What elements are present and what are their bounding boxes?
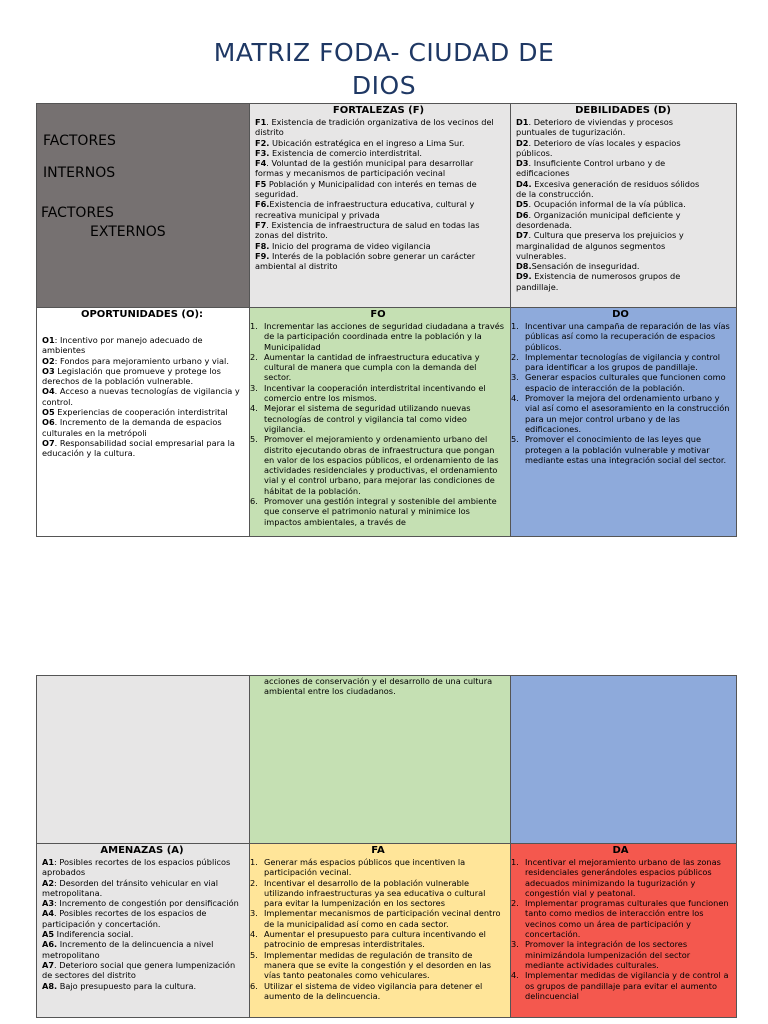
item-code: F6. [255, 199, 270, 210]
list-item [255, 148, 502, 158]
item-text: Excesiva generación de residuos sólidos de la construcción. [516, 178, 700, 200]
oportunidades-header: OPORTUNIDADES (O): [80, 309, 204, 320]
item-text: Promover el conocimiento de las leyes que protegen a la población vulnerable y motivar mediante estas una integración social del sector. [525, 434, 727, 465]
list-item [511, 372, 730, 393]
item-text: . Voluntad de la gestión municipal para desarrollar formas y mecanismos de participación vecinal [255, 158, 474, 179]
list-item [250, 403, 506, 434]
item-code: O3 [42, 365, 55, 376]
list-item [255, 158, 502, 179]
item-text: . Ocupación informal de la vía pública. [528, 199, 686, 210]
item-code: O4 [42, 386, 55, 397]
list-item [250, 878, 506, 909]
item-text: Implementar programas culturales que funcionen tanto como medios de interacción entre los vecinos como un área de participación y concertación. [525, 898, 729, 940]
debilidades-cell [510, 103, 737, 308]
list-item [516, 117, 710, 138]
item-number: 6. [250, 980, 258, 991]
list-item [511, 857, 730, 898]
fa-list [250, 857, 506, 1001]
factores-internos-2: INTERNOS [43, 165, 116, 181]
list-item [511, 352, 730, 373]
do-header: DO [612, 309, 629, 320]
list-item [516, 271, 710, 292]
list-item [42, 898, 242, 908]
item-text: Existencia de numerosos grupos de pandillaje. [516, 271, 681, 292]
item-number: 1. [511, 321, 519, 331]
item-text: Aumentar la cantidad de infraestructura educativa y cultural de manera que cumpla con la demanda del sector. [264, 351, 480, 383]
list-item [255, 117, 502, 138]
list-item [42, 878, 242, 899]
list-item [255, 199, 502, 220]
item-text: Implementar medidas de regulación de transito de manera que se evite la congestión y el desorden en las vías tanto peatonales como vehiculares. [264, 949, 492, 981]
list-item [255, 251, 502, 272]
item-text: Mejorar el sistema de seguridad utilizando nuevas tecnologías de control y vigilancia tal como video vigilancia. [264, 403, 471, 434]
item-number: 5. [250, 949, 258, 960]
list-item [42, 981, 242, 991]
item-text: : Posibles recortes de los espacios públicos aprobados [42, 857, 231, 878]
item-code: F8. [255, 240, 270, 251]
amenazas-header: AMENAZAS (A) [100, 845, 184, 856]
item-text: Promover la integración de los sectores minimizándola lumpenización del sector mediante actividades culturales. [525, 939, 691, 970]
item-text: Implementar mecanismos de participación vecinal dentro de la municipalidad así como en cada sector. [264, 908, 501, 929]
item-number: 2. [250, 877, 258, 888]
item-number: 4. [511, 970, 519, 981]
item-code: O2 [42, 355, 55, 366]
debilidades-list [516, 117, 730, 292]
item-text: Incentivar la cooperación interdistrital incentivando el comercio entre los mismos. [264, 382, 486, 404]
item-text: Indiferencia social. [54, 929, 134, 940]
factores-internos-1: FACTORES [43, 133, 116, 149]
item-text: Incentivar una campaña de reparación de las vías públicas así como la recuperación de espacios públicos. [525, 321, 730, 352]
list-item [42, 438, 242, 459]
item-number: 1. [511, 857, 519, 867]
list-item [511, 939, 730, 970]
list-item [42, 335, 242, 356]
list-item [255, 241, 502, 251]
item-text: Aumentar el presupuesto para cultura incentivando el patrocinio de empresas interdistritales. [264, 929, 486, 950]
page-title [0, 36, 768, 102]
item-code: F2. [255, 137, 270, 148]
item-code: D4. [516, 178, 532, 189]
list-item [42, 417, 242, 438]
factores-externos-1: FACTORES [41, 205, 114, 221]
item-code: O7 [42, 437, 55, 448]
fa-cell [249, 843, 511, 1018]
fortalezas-header: FORTALEZAS (F) [332, 105, 425, 116]
item-text: Bajo presupuesto para la cultura. [57, 980, 197, 991]
list-item [42, 857, 242, 878]
continuation-fo-cell [249, 675, 511, 844]
item-text: Inicio del programa de video vigilancia [269, 240, 431, 251]
item-text: . Cultura que preserva los prejuicios y marginalidad de algunos segmentos vulnerables. [516, 230, 684, 261]
list-item [516, 230, 710, 261]
fortalezas-cell [249, 103, 511, 308]
list-item [42, 960, 242, 981]
item-code: A7 [42, 959, 55, 970]
item-code: O6 [42, 417, 55, 428]
item-text: . Incremento de la demanda de espacios culturales en la metrópoli [42, 417, 222, 438]
item-code: D5 [516, 199, 529, 210]
do-cell [510, 307, 737, 537]
continuation-left-cell [36, 675, 250, 844]
item-number: 3. [511, 939, 519, 950]
list-item [511, 393, 730, 434]
fa-header: FA [371, 845, 385, 856]
list-item [42, 386, 242, 407]
list-item [250, 352, 506, 383]
factores-cell [36, 103, 250, 308]
list-item [255, 220, 502, 241]
item-text: Incremento de la delincuencia a nivel metropolitano [42, 939, 214, 960]
item-code: F1 [255, 117, 267, 127]
da-list [511, 857, 730, 1001]
item-code: F5 [255, 178, 267, 189]
item-number: 5. [511, 434, 519, 445]
item-text: : Desorden del tránsito vehicular en vial metropolitana. [42, 877, 219, 898]
list-item [516, 261, 710, 271]
item-number: 3. [250, 908, 258, 919]
item-code: D3 [516, 158, 529, 169]
item-text: . Posibles recortes de los espacios de participación y concertación. [42, 908, 207, 929]
list-item [250, 929, 506, 950]
item-text: Promover la mejora del ordenamiento urbano y vial así como el asesoramiento en la construcción para un mejor control urbano y de las edificaciones. [525, 393, 730, 434]
list-item [42, 407, 242, 417]
item-text: Existencia de infraestructura educativa, cultural y recreativa municipal y privada [255, 199, 475, 220]
item-text: Incentivar el mejoramiento urbano de las zonas residenciales generándoles espacios públicos adecuados minimizando la tugurización y congestión vial y peatonal. [525, 857, 721, 898]
list-item [255, 179, 502, 200]
list-item [250, 434, 506, 496]
item-text: Promover el mejoramiento y ordenamiento urbano del distrito ejecutando obras de infraestructura que pongan en valor de los espacios públicos, el ordenamiento de las actividades residenciales y productivas, el ordenamiento vial y el control urbano, para mejorar las condiciones de hábitat de la población. [264, 434, 499, 496]
item-code: D9. [516, 271, 532, 282]
fo-list [250, 321, 506, 527]
item-code: O1 [42, 335, 55, 345]
amenazas-cell [36, 843, 250, 1018]
list-item [250, 857, 506, 878]
item-code: A4 [42, 908, 55, 919]
item-number: 4. [511, 393, 519, 404]
list-item [255, 138, 502, 148]
factores-externos-2: EXTERNOS [90, 224, 166, 240]
item-text: Existencia de comercio interdistrital. [269, 147, 422, 158]
item-code: D8. [516, 261, 532, 272]
item-code: F7 [255, 219, 267, 230]
item-number: 4. [250, 929, 258, 940]
item-text: : Incentivo por manejo adecuado de ambientes [42, 335, 203, 356]
item-text: . Existencia de infraestructura de salud en todas las zonas del distrito. [255, 219, 480, 241]
list-item [511, 321, 730, 352]
item-text: . Deterioro de viviendas y procesos puntuales de tugurización. [516, 117, 674, 138]
item-code: A3 [42, 898, 55, 909]
item-code: A2 [42, 877, 55, 888]
fo-continuation: acciones de conservación y el desarrollo de una cultura ambiental entre los ciudadanos. [264, 676, 493, 697]
title-line-2: DIOS [351, 71, 417, 100]
list-item [42, 939, 242, 960]
item-text: . Existencia de tradición organizativa de los vecinos del distrito [255, 117, 494, 138]
list-item [516, 210, 710, 231]
item-text: Experiencias de cooperación interdistrital [54, 407, 228, 418]
list-item [42, 908, 242, 929]
fo-cell [249, 307, 511, 537]
list-item [511, 434, 730, 465]
do-list [511, 321, 730, 465]
item-text: . Deterioro de vías locales y espacios públicos. [516, 137, 681, 158]
item-text: Generar espacios culturales que funcionen como espacio de interacción de la población. [525, 372, 726, 393]
list-item [516, 199, 710, 209]
item-text: Generar más espacios públicos que incentiven la participación vecinal. [264, 857, 466, 878]
item-code: O5 [42, 407, 55, 418]
da-cell [510, 843, 737, 1018]
list-item [516, 179, 710, 200]
item-text: Interés de la población sobre generar un carácter ambiental al distrito [255, 250, 476, 272]
item-number: 4. [250, 403, 258, 414]
item-text: Incentivar el desarrollo de la población vulnerable utilizando infraestructuras ya sea educativa o cultural para evitar la lumpenización en los sectores [264, 877, 486, 909]
list-item [250, 383, 506, 404]
item-code: D1 [516, 117, 529, 127]
item-number: 2. [250, 351, 258, 362]
list-item [42, 356, 242, 366]
list-item [250, 496, 506, 527]
da-header: DA [612, 845, 629, 856]
item-text: . Responsabilidad social empresarial para la educación y la cultura. [42, 437, 235, 459]
item-text: . Acceso a nuevas tecnologías de vigilancia y control. [42, 386, 240, 407]
item-text: . Insuficiente Control urbano y de edificaciones [516, 158, 666, 179]
item-text: Incrementar las acciones de seguridad ciudadana a través de la participación coordinada entre la población y la Municipalidad [264, 321, 505, 352]
debilidades-header: DEBILIDADES (D) [575, 105, 671, 116]
item-code: A5 [42, 929, 55, 940]
fo-header: FO [370, 309, 386, 320]
list-item [250, 908, 506, 929]
item-text: Utilizar el sistema de video vigilancia para detener el aumento de la delincuencia. [264, 980, 483, 1001]
item-code: A8. [42, 980, 58, 991]
item-text: : Fondos para mejoramiento urbano y vial. [54, 355, 229, 366]
item-code: D6 [516, 209, 529, 220]
item-number: 1. [250, 321, 258, 331]
item-text: Sensación de inseguridad. [531, 261, 640, 272]
item-number: 3. [511, 372, 519, 383]
item-code: D7 [516, 230, 529, 241]
item-text: Implementar tecnologías de vigilancia y control para identificar a los grupos de pandillaje. [525, 351, 721, 373]
item-code: A1 [42, 857, 55, 867]
item-code: A6. [42, 939, 58, 950]
item-text: Implementar medidas de vigilancia y de control a os grupos de pandillaje para evitar el aumento delincuencial [525, 970, 729, 1001]
item-text: . Organización municipal deficiente y desordenada. [516, 209, 681, 230]
oportunidades-list [42, 335, 242, 459]
item-number: 5. [250, 434, 258, 445]
list-item [250, 321, 506, 352]
list-item [511, 970, 730, 1001]
list-item [250, 981, 506, 1002]
item-text: : Incremento de congestión por densificación [54, 898, 239, 909]
item-code: F3. [255, 147, 270, 158]
item-number: 2. [511, 898, 519, 909]
item-number: 6. [250, 496, 258, 507]
item-code: D2 [516, 137, 529, 148]
item-text: Población y Municipalidad con interés en temas de seguridad. [255, 178, 477, 200]
item-code: F9. [255, 250, 270, 261]
list-item [250, 950, 506, 981]
list-item [42, 366, 242, 387]
item-text: Ubicación estratégica en el ingreso a Lima Sur. [269, 137, 465, 148]
item-text: Promover una gestión integral y sostenible del ambiente que conserve el patrimonio natural y minimice los impactos ambientales, a través de [264, 496, 497, 527]
item-code: F4 [255, 158, 267, 169]
item-number: 3. [250, 382, 258, 393]
title-line-1: MATRIZ FODA- CIUDAD DE [213, 38, 555, 67]
item-number: 1. [250, 857, 258, 867]
list-item [511, 898, 730, 939]
oportunidades-cell [36, 307, 250, 537]
amenazas-list [42, 857, 242, 991]
continuation-do-cell [510, 675, 737, 844]
item-number: 2. [511, 351, 519, 362]
item-text: . Deterioro social que genera lumpenización de sectores del distrito [42, 959, 236, 981]
list-item [516, 138, 710, 159]
fortalezas-list [255, 117, 502, 271]
item-text: Legislación que promueve y protege los derechos de la población vulnerable. [42, 365, 221, 387]
list-item [42, 929, 242, 939]
list-item [516, 158, 710, 179]
